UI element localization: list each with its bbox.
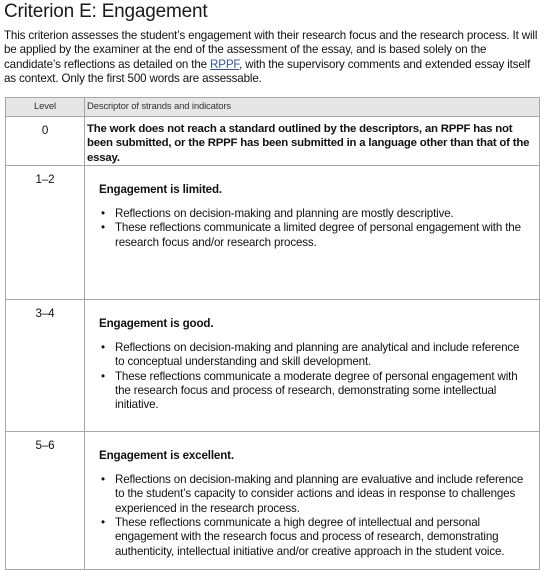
list-item [99, 370, 531, 413]
intro-paragraph [4, 29, 542, 86]
indicator-text: These reflections communicate a limited degree of personal engagement with the research focus and/or research process. [115, 221, 521, 249]
descriptor-cell [85, 431, 540, 569]
table-row [6, 117, 540, 166]
descriptor-heading: Engagement is limited. [99, 182, 222, 196]
list-item [99, 473, 531, 516]
bullet-icon: • [101, 516, 105, 530]
indicator-list [99, 341, 531, 412]
indicator-text: Reflections on decision-making and planning are mostly descriptive. [115, 207, 454, 221]
indicator-list [99, 473, 531, 559]
indicator-list [99, 207, 531, 250]
list-item [99, 516, 531, 559]
level-cell: 0 [6, 117, 85, 166]
page-title: Criterion E: Engagement [4, 1, 208, 22]
descriptor-heading: Engagement is excellent. [99, 448, 234, 462]
bullet-icon: • [101, 341, 105, 355]
level-header: Level [6, 98, 85, 117]
descriptor-cell [85, 165, 540, 299]
descriptor-cell: The work does not reach a standard outlined by the descriptors, an RPPF has not been submitted, or the RPPF has been submitted in a language other than that of the essay. [85, 117, 540, 166]
table-row [6, 165, 540, 299]
descriptor-cell [85, 299, 540, 431]
intro-text-2: , with the supervisory comments and extended essay itself as context. Only the first 500 words are assessable. [4, 57, 531, 85]
level-cell: 5–6 [6, 431, 85, 569]
list-item [99, 207, 531, 221]
level-cell: 1–2 [6, 165, 85, 299]
indicator-text: Reflections on decision-making and planning are analytical and include reference to conceptual understanding and skill development. [115, 341, 520, 369]
criterion-table [5, 97, 540, 570]
intro-text-1: This criterion assesses the student’s engagement with their research focus and the research process. It will be applied by the examiner at the end of the assessment of the essay, and is based solely on the candidate’s reflections as detailed on the [4, 29, 538, 71]
bullet-icon: • [101, 221, 105, 235]
indicator-text: These reflections communicate a high degree of intellectual and personal engagement with the research focus and process of research, demonstrating authenticity, intellectual initiative and/or creative approach in the student voice. [115, 516, 505, 558]
list-item [99, 221, 531, 250]
level-cell: 3–4 [6, 299, 85, 431]
table-row [6, 431, 540, 569]
descriptor-header: Descriptor of strands and indicators [85, 98, 540, 117]
table-header-row [6, 98, 540, 117]
bullet-icon: • [101, 369, 105, 383]
rppf-link[interactable]: RPPF [210, 57, 240, 71]
bullet-icon: • [101, 473, 105, 487]
indicator-text: These reflections communicate a moderate degree of personal engagement with the research focus and process of research, demonstrating some intellectual initiative. [115, 369, 518, 412]
table-row [6, 299, 540, 431]
indicator-text: Reflections on decision-making and planning are evaluative and include reference to the student’s capacity to consider actions and ideas in response to challenges experienced in the research process. [115, 473, 524, 515]
bullet-icon: • [101, 207, 105, 221]
descriptor-heading: Engagement is good. [99, 316, 214, 330]
list-item [99, 341, 531, 370]
